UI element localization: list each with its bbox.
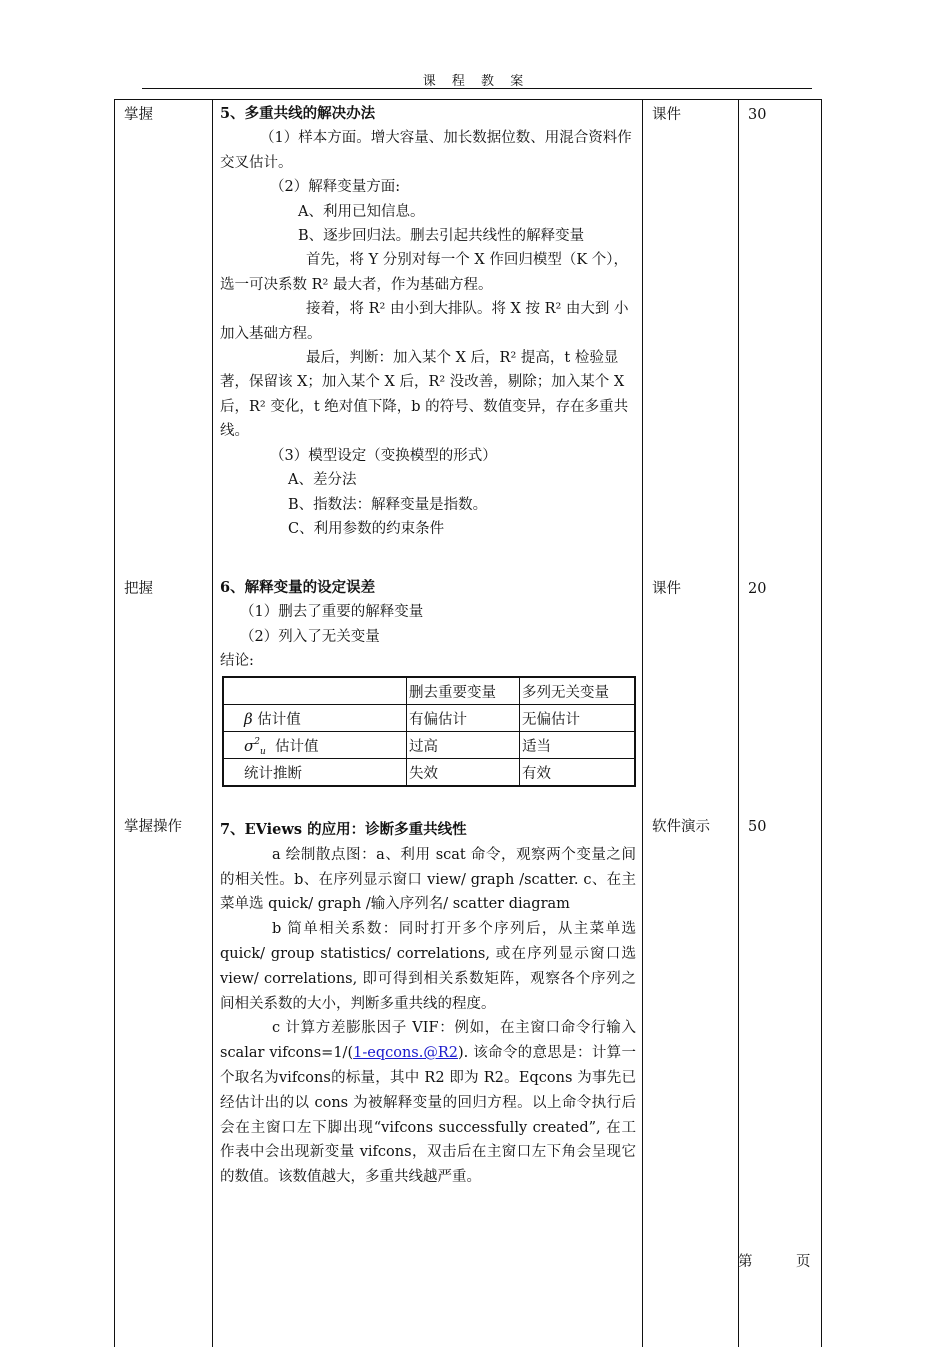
header-rule (142, 88, 812, 89)
sigma-estimate-label (223, 732, 407, 759)
section5-line: A、差分法 (288, 472, 357, 489)
table-col-divider-1 (212, 99, 213, 1347)
sigma-label-text: 估计值 (275, 738, 319, 755)
row1-minutes: 30 (748, 107, 767, 123)
table-col-divider-2 (642, 99, 643, 1347)
section5-line: B、指数法：解释变量是指数。 (288, 496, 488, 513)
vif-text-end: ). 该命令的意思是：计算一个取名为vifcons的标量，其中 R2 即为 R2。Eqcons 为事先已经估计出的以 cons 为被解释变量的回归方程。以上命令执行后会在主窗口左下脚出现“vifcons successfully created”, 在工作表中会出现新变量 vifcons，双击后在主窗口左下角会呈现它的数值。该数值越大，多重共线越严重。 (220, 1045, 636, 1186)
section6-line: （2）列入了无关变量 (240, 628, 380, 645)
section5-line: C、利用参数的约束条件 (288, 520, 445, 537)
row2-content (220, 576, 636, 674)
table-top-border (114, 99, 822, 100)
table-cell (223, 677, 407, 705)
sigma-symbol: σ (244, 736, 255, 755)
section5-line: 接着，将 R² 由小到大排队。将 X 按 R² 由大到 小加入基础方程。 (220, 301, 629, 342)
row1-content (220, 102, 636, 541)
page-header-title: 课 程 教 案 (422, 74, 530, 89)
table-cell: 过高 (407, 732, 520, 759)
row3-minutes: 50 (748, 819, 767, 835)
table-cell: 有偏估计 (407, 705, 520, 732)
row3-content (220, 818, 636, 1190)
table-left-border (114, 99, 115, 1347)
section5-line: （3）模型设定（变换模型的形式） (270, 447, 497, 464)
sigma-superscript: 2 (254, 736, 260, 747)
beta-estimate-label (223, 705, 407, 732)
section5-heading: 5、多重共线的解决办法 (220, 105, 376, 122)
table-right-border (821, 99, 822, 1347)
row1-goal: 掌握 (124, 107, 153, 123)
vif-text-start: c 计算方差膨胀因子 VIF：例如，在主窗口命令行输入 scalar vifcons=1/( (220, 1020, 636, 1062)
table-row (223, 705, 635, 732)
row2-goal: 把握 (124, 581, 153, 597)
beta-label-text: 估计值 (257, 711, 301, 728)
section6-conclusion-label: 结论: (220, 653, 254, 670)
row3-method: 软件演示 (652, 819, 710, 835)
section7-vif-paragraph (220, 1016, 636, 1190)
table-header-cell: 多列无关变量 (520, 677, 636, 705)
section7-heading: 7、EViews 的应用：诊断多重共线性 (220, 821, 467, 838)
table-cell: 无偏估计 (520, 705, 636, 732)
section7-line: b 简单相关系数：同时打开多个序列后，从主菜单选 quick/ group statistics/ correlations, 或在序列显示窗口选 view/ correlations, 即可得到相关系数矩阵，观察各个序列之间相关系数的大小，判断多重共线的程度。 (220, 921, 636, 1012)
section6-heading: 6、解释变量的设定误差 (220, 579, 376, 596)
table-row (223, 759, 635, 787)
sigma-subscript: u (259, 746, 266, 757)
row1-method: 课件 (652, 107, 681, 123)
eqcons-link[interactable]: 1-eqcons.@R2 (353, 1045, 458, 1062)
table-row (223, 677, 635, 705)
table-cell: 失效 (407, 759, 520, 787)
row2-method: 课件 (652, 581, 681, 597)
table-header-cell: 删去重要变量 (407, 677, 520, 705)
table-col-divider-3 (738, 99, 739, 1347)
table-cell: 统计推断 (223, 759, 407, 787)
section5-line: A、利用已知信息。 (298, 203, 425, 220)
row2-minutes: 20 (748, 581, 767, 597)
table-row (223, 732, 635, 759)
section5-line: 首先，将 Y 分别对每一个 X 作回归模型（K 个），选一可决系数 R² 最大者，作为基础方程。 (220, 252, 629, 293)
table-cell: 有效 (520, 759, 636, 787)
row3-goal: 掌握操作 (124, 819, 182, 835)
section5-line: （2）解释变量方面: (270, 179, 401, 196)
page-footer-di: 第 (738, 1254, 753, 1270)
section5-line: （1）样本方面。增大容量、加长数据位数、用混合资料作交叉估计。 (220, 130, 632, 171)
section5-line: 最后，判断：加入某个 X 后，R² 提高，t 检验显著，保留该 X；加入某个 X 后，R² 没改善，剔除；加入某个 X 后，R² 变化，t 绝对值下降，b 的符号、数值变异，存在多重共线。 (220, 350, 629, 440)
section6-line: （1）删去了重要的解释变量 (240, 604, 424, 621)
beta-symbol: β (244, 709, 253, 728)
table-cell: 适当 (520, 732, 636, 759)
conclusion-table (222, 676, 636, 787)
section7-line: a 绘制散点图：a、利用 scat 命令，观察两个变量之间的相关性。b、在序列显示窗口 view/ graph /scatter. c、在主菜单选 quick/ graph /输入序列名/ scatter diagram (220, 846, 636, 913)
section5-line: B、逐步回归法。删去引起共线性的解释变量 (298, 228, 585, 245)
page-footer-ye: 页 (796, 1254, 811, 1270)
